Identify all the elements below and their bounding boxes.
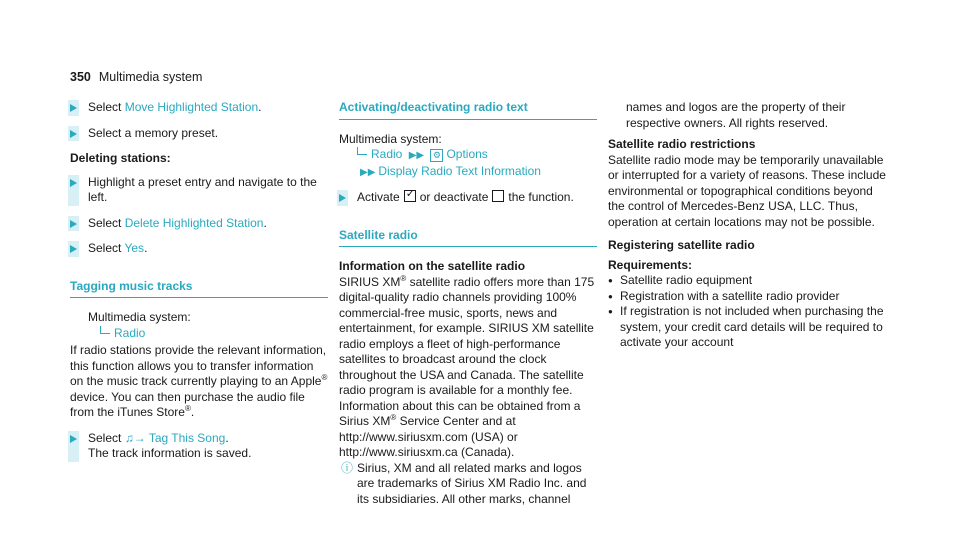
step-move-station: Select Move Highlighted Station. <box>70 100 328 116</box>
trademark-note-continued: names and logos are the property of their respective owners. All rights reserved. <box>626 100 846 130</box>
step-arrow-icon <box>70 104 77 112</box>
step-arrow-icon <box>70 179 77 187</box>
radio-link[interactable]: Radio <box>114 325 146 340</box>
step-arrow-icon <box>70 435 77 443</box>
tagging-path-label: Multimedia system: <box>88 310 191 324</box>
unchecked-box-icon <box>492 190 504 202</box>
column-3 <box>608 100 888 351</box>
radio-text-path-label: Multimedia system: <box>339 131 442 146</box>
restrictions-heading: Satellite radio restrictions <box>608 137 756 151</box>
step-delete-station: Select Delete Highlighted Station. <box>70 216 328 232</box>
requirement-item: ● Registration with a satellite radio provider <box>608 289 888 305</box>
requirements-heading: Requirements: <box>608 257 693 272</box>
yes-link[interactable]: Yes <box>124 241 145 255</box>
tagging-body: If radio stations provide the relevant information, this function allows you to transfer information on the music track currently playing to an Apple® device. You can then purchase the audio file from the iTunes Store®. <box>70 343 328 419</box>
deleting-heading: Deleting stations: <box>70 151 171 165</box>
requirement-item: ● If registration is not included when purchasing the system, your credit card details will be required to activate your account <box>608 304 888 351</box>
submenu-arrow-icon <box>357 147 367 155</box>
options-link[interactable]: Options <box>446 147 488 161</box>
step-arrow-icon <box>70 130 77 138</box>
info-heading: Information on the satellite radio <box>339 259 526 273</box>
step-activate-function: Activate✓ or deactivate the function. <box>339 190 597 206</box>
requirement-item: ● Satellite radio equipment <box>608 273 888 289</box>
radio-link[interactable]: Radio <box>371 147 403 161</box>
satellite-body: SIRIUS XM® satellite radio offers more than 175 digital-quality radio channels providing 100% commercial-free music, sports, news and entertainment, for example. SIRIUS XM satellite radio employs a fleet of high-performance satellites to broadcast around the clock throughout the USA and Canada. The satellite radio program is available for a monthly fee. Information about this can be obtained from a Sirius XM® Service Center and at http://www.siriusxm.com (USA) or http://www.siriusxm.ca (Canada). <box>339 273 595 459</box>
delete-highlighted-station-link[interactable]: Delete Highlighted Station <box>124 215 264 230</box>
radio-text-path <box>339 147 597 180</box>
tag-this-song-link[interactable]: ♫→ Tag This Song <box>124 430 226 445</box>
step-arrow-icon <box>339 194 346 202</box>
trademark-note: ⓘ Sirius, XM and all related marks and logos are trademarks of Sirius XM Radio Inc. and its subsidiaries. All other marks, channel <box>341 460 587 506</box>
step-highlight-preset: Highlight a preset entry and navigate to the left. <box>70 175 328 206</box>
step-select-preset: Select a memory preset. <box>70 126 328 142</box>
step-arrow-icon <box>70 220 77 228</box>
column-2 <box>339 100 597 507</box>
double-arrow-icon: ▶▶ <box>360 166 376 178</box>
registering-heading: Registering satellite radio <box>608 238 755 252</box>
tag-step-result: The track information is saved. <box>88 446 252 460</box>
double-arrow-icon: ▶▶ <box>408 150 425 161</box>
page-header <box>70 70 202 86</box>
display-radio-text-link[interactable]: Display Radio Text Information <box>378 163 541 178</box>
checked-box-icon <box>404 190 416 202</box>
tagging-path <box>70 326 328 342</box>
submenu-arrow-icon <box>100 326 110 334</box>
satellite-radio-heading: Satellite radio <box>339 228 597 248</box>
page-number: 350 <box>70 70 91 84</box>
restrictions-body: Satellite radio mode may be temporarily unavailable or interrupted for a variety of reasons. These include environmental or topographical conditions beyond the control of Mercedes-Benz USA, LLC. Thus, operation at certain locations may not be possible. <box>608 152 886 229</box>
step-tag-song: Select ♫→ Tag This Song. The track information is saved. <box>70 431 328 462</box>
tagging-heading: Tagging music tracks <box>70 279 328 299</box>
column-1 <box>70 100 328 472</box>
section-title: Multimedia system <box>98 70 203 84</box>
info-icon: ⓘ <box>341 460 354 475</box>
step-select-yes: Select Yes. <box>70 241 328 257</box>
step-arrow-icon <box>70 245 77 253</box>
move-highlighted-station-link[interactable]: Move Highlighted Station <box>124 100 259 114</box>
options-gear-icon: ⚙ <box>430 149 443 162</box>
radio-text-heading: Activating/deactivating radio text <box>339 100 597 120</box>
